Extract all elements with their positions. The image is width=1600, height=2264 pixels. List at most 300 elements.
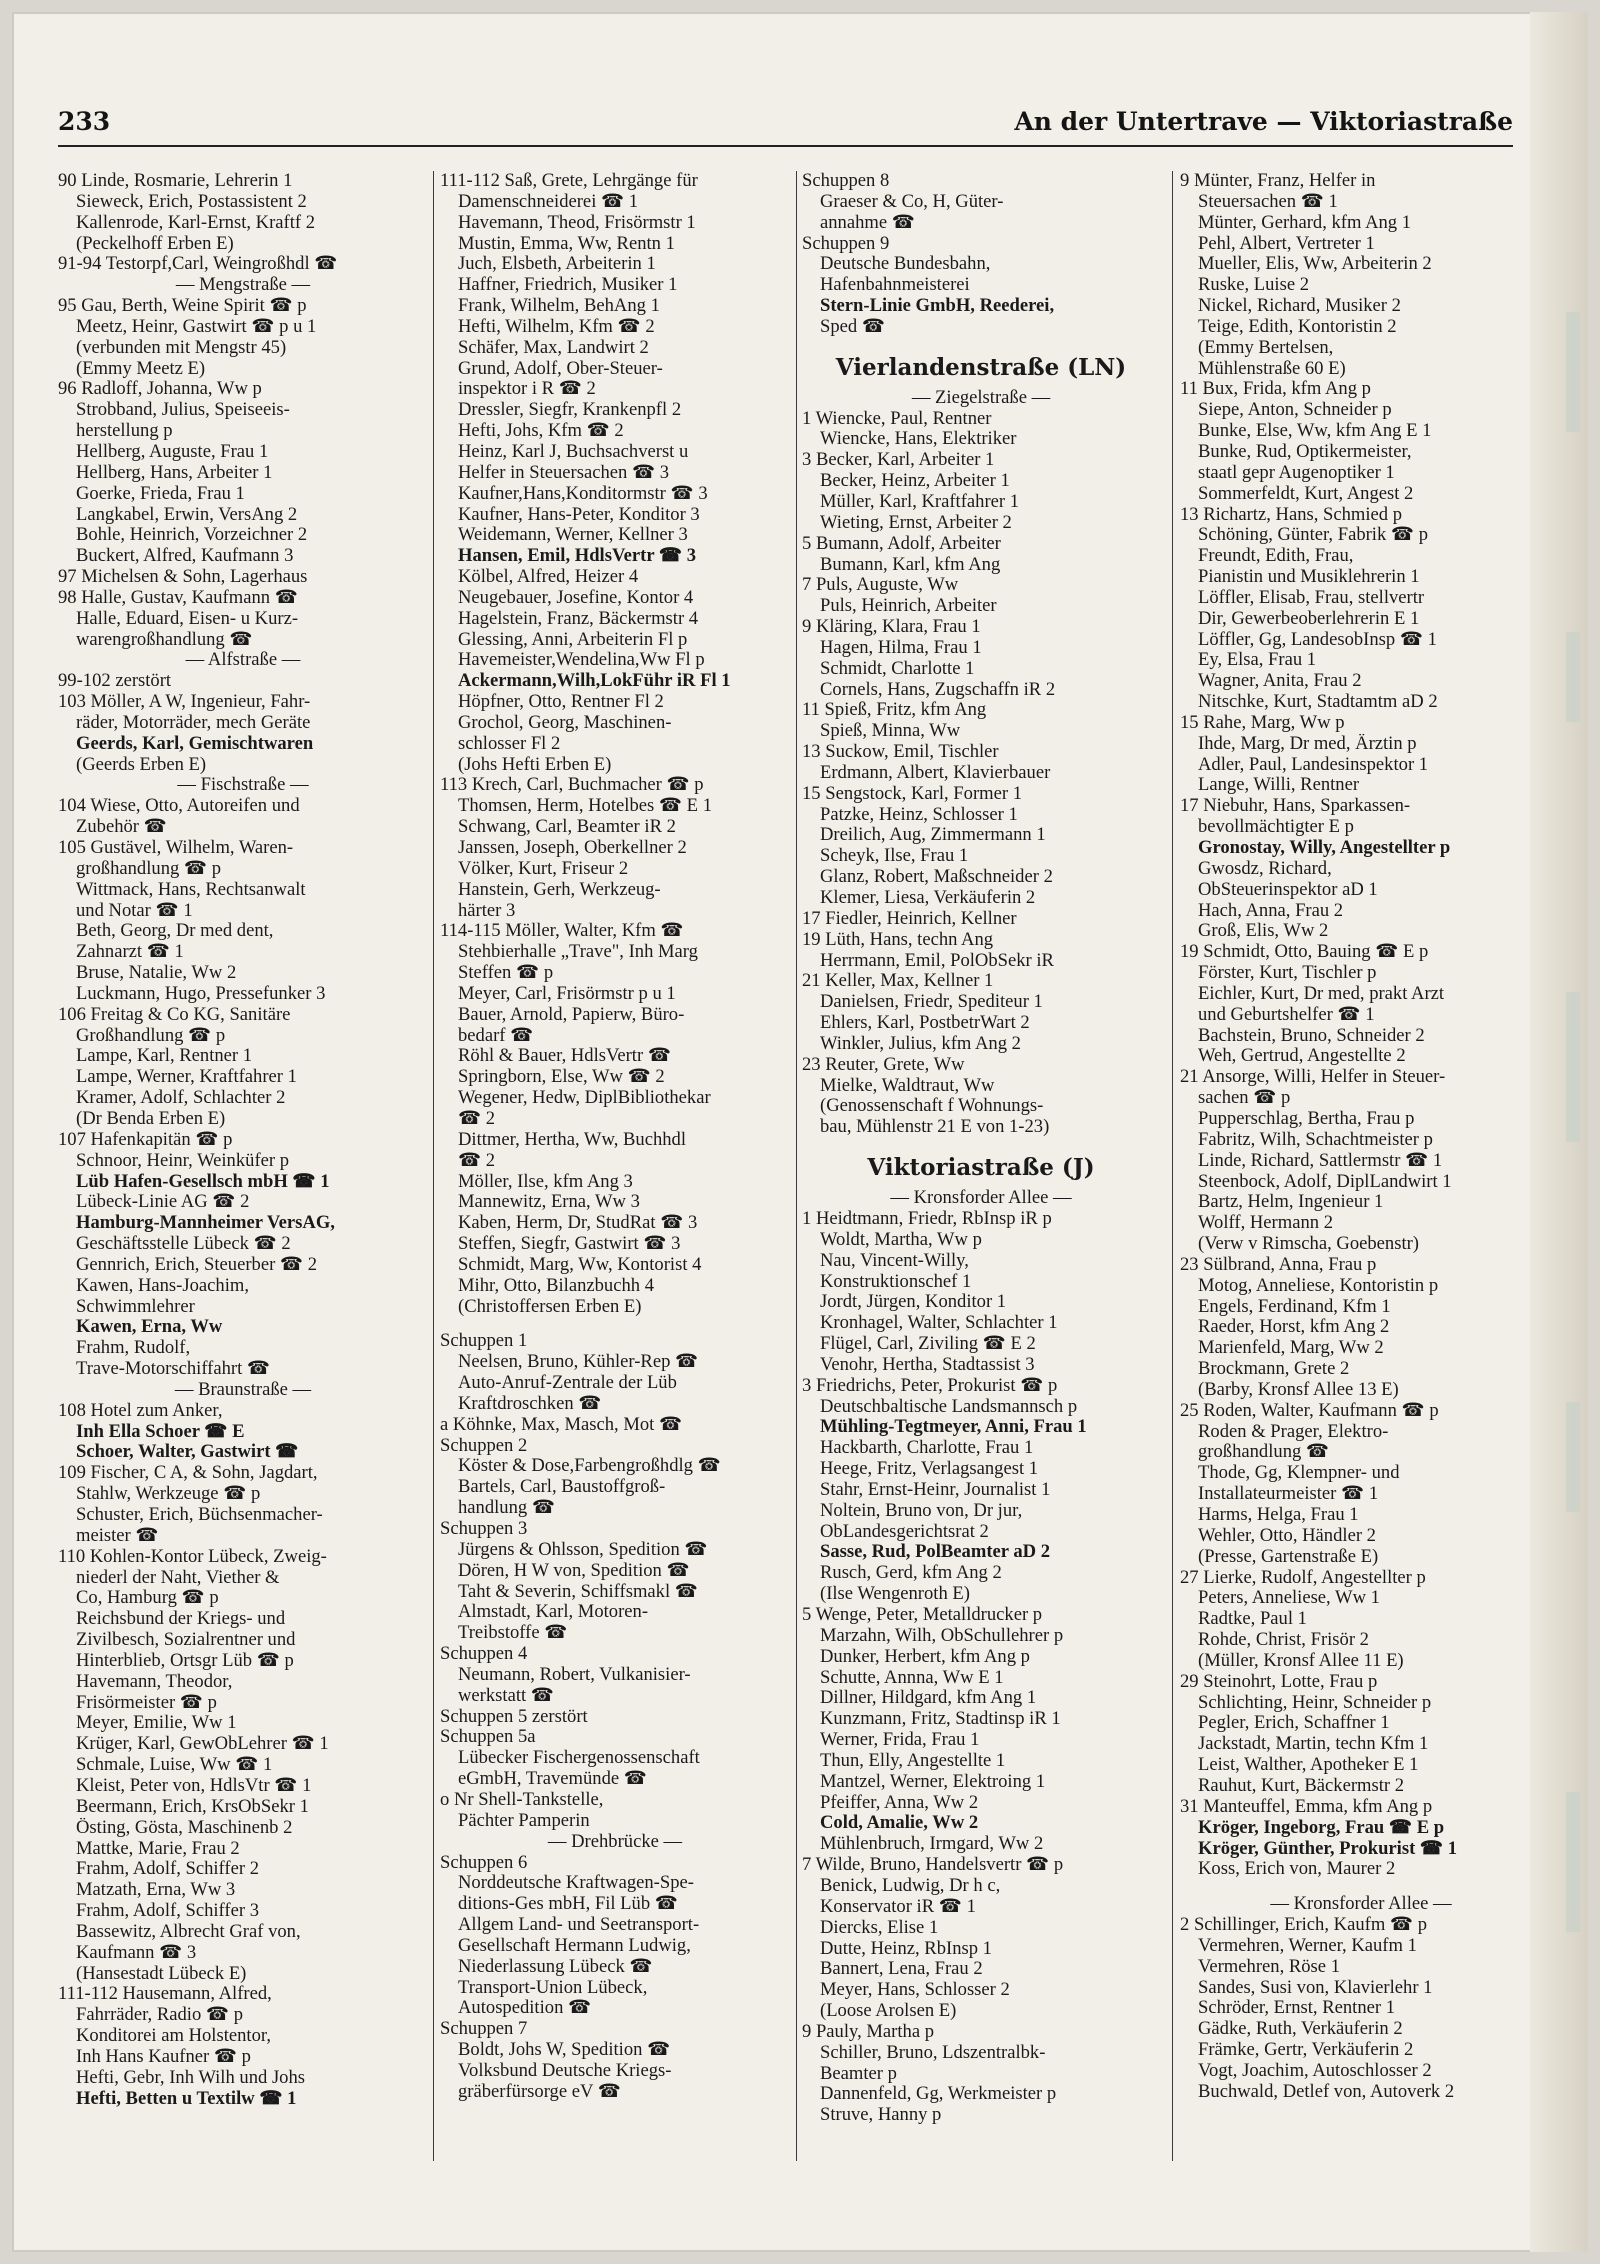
directory-entry: Weh, Gertrud, Angestellte 2 [1198,1046,1406,1067]
directory-entry: Gronostay, Willy, Angestellter p [1198,838,1451,858]
directory-entry: Hefti, Wilhelm, Kfm ☎ 2 [458,316,655,337]
directory-entry: 108 Hotel zum Anker, [58,1400,223,1421]
directory-entry: Benick, Ludwig, Dr h c, [820,1875,1001,1896]
directory-entry: (Geerds Erben E) [76,754,207,775]
directory-entry: Co, Hamburg ☎ p [76,1588,219,1609]
directory-entry: Mattke, Marie, Frau 2 [76,1838,240,1859]
directory-entry: Bunke, Rud, Optikermeister, [1198,441,1412,462]
directory-entry: (Hansestadt Lübeck E) [76,1963,247,1984]
directory-entry: Deutschbaltische Landsmannsch p [820,1396,1078,1417]
directory-entry: Freundt, Edith, Frau, [1198,546,1354,567]
directory-entry: ☎ 2 [458,1108,496,1129]
directory-entry: 110 Kohlen-Kontor Lübeck, Zweig- [58,1546,327,1567]
directory-entry: 15 Rahe, Marg, Ww p [1180,712,1345,733]
directory-entry: Schäfer, Max, Landwirt 2 [458,337,649,358]
directory-entry: Hamburg-Mannheimer VersAG, [76,1213,335,1234]
directory-entry: Kleist, Peter von, HdlsVtr ☎ 1 [76,1775,312,1796]
directory-entry: Dannenfeld, Gg, Werkmeister p [820,2084,1057,2105]
directory-entry: Dreilich, Aug, Zimmermann 1 [820,825,1046,846]
directory-entry: (Müller, Kronsf Allee 11 E) [1198,1650,1404,1671]
directory-entry: Kröger, Günther, Prokurist ☎ 1 [1198,1838,1458,1859]
directory-entry: 13 Richartz, Hans, Schmied p [1180,504,1403,525]
directory-entry: Trave-Motorschiffahrt ☎ [76,1359,271,1380]
directory-entry: Transport-Union Lübeck, [458,1977,648,1998]
directory-entry: Kaufner,Hans,Konditormstr ☎ 3 [458,483,708,504]
directory-entry: Thode, Gg, Klempner- und [1198,1463,1400,1484]
directory-entry: Eichler, Kurt, Dr med, prakt Arzt [1198,983,1445,1004]
directory-entry: Schuppen 7 [440,2019,528,2040]
directory-entry: Vermehren, Röse 1 [1198,1956,1340,1977]
directory-entry: Jordt, Jürgen, Konditor 1 [820,1292,1007,1313]
directory-entry: Schutte, Annna, Ww E 1 [820,1667,1004,1688]
directory-entry: 113 Krech, Carl, Buchmacher ☎ p [440,775,704,796]
directory-entry: Pegler, Erich, Schaffner 1 [1198,1713,1390,1734]
directory-entry: (Loose Arolsen E) [820,2001,957,2022]
directory-entry: Wieting, Ernst, Arbeiter 2 [820,512,1012,533]
directory-page [12,12,1588,2252]
directory-entry: Harms, Helga, Frau 1 [1198,1505,1359,1525]
directory-entry: Gädke, Ruth, Verkäuferin 2 [1198,2019,1403,2040]
directory-entry: Höpfner, Otto, Rentner Fl 2 [458,692,664,713]
page-header [58,107,1513,143]
directory-entry: 1 Wiencke, Paul, Rentner [802,408,992,429]
directory-entry: Mühling-Tegtmeyer, Anni, Frau 1 [820,1417,1087,1438]
directory-entry: Kawen, Hans-Joachim, [76,1275,249,1296]
directory-entry: Völker, Kurt, Friseur 2 [458,858,629,879]
directory-entry: Schuppen 9 [802,233,890,254]
directory-entry: Schuppen 5 zerstört [440,1706,588,1727]
directory-entry: Pupperschlag, Bertha, Frau p [1198,1108,1415,1129]
directory-entry: Linde, Richard, Sattlermstr ☎ 1 [1198,1150,1443,1171]
directory-entry: Mueller, Elis, Ww, Arbeiterin 2 [1198,254,1432,275]
directory-entry: (Peckelhoff Erben E) [76,233,234,254]
directory-entry: Müller, Karl, Kraftfahrer 1 [820,491,1020,512]
directory-entry: Schmidt, Marg, Ww, Kontorist 4 [458,1254,702,1275]
directory-entry: Bachstein, Bruno, Schneider 2 [1198,1025,1425,1046]
directory-column-3 [802,171,1160,2176]
directory-entry: Erdmann, Albert, Klavierbauer [820,762,1051,783]
directory-entry: Konditorei am Holstentor, [76,2026,271,2047]
directory-entry: Luckmann, Hugo, Pressefunker 3 [76,983,326,1004]
directory-entry: 27 Lierke, Rudolf, Angestellter p [1180,1567,1426,1588]
directory-entry: Mantzel, Werner, Elektroing 1 [820,1771,1046,1792]
directory-entry: Auto-Anruf-Zentrale der Lüb [458,1373,677,1394]
directory-entry: räder, Motorräder, mech Geräte [76,712,311,733]
directory-entry: 3 Friedrichs, Peter, Prokurist ☎ p [802,1375,1058,1396]
directory-entry: 95 Gau, Berth, Weine Spirit ☎ p [58,296,307,317]
directory-entry: Hefti, Betten u Textilw ☎ 1 [76,2088,297,2109]
directory-entry: Schuppen 6 [440,1852,528,1873]
directory-entry: Nitschke, Kurt, Stadtamtm aD 2 [1198,692,1438,713]
directory-entry: Winkler, Julius, kfm Ang 2 [820,1033,1021,1054]
directory-entry: Inh Hans Kaufner ☎ p [76,2046,251,2067]
directory-entry: Dillner, Hildgard, kfm Ang 1 [820,1688,1037,1709]
directory-entry: Ehlers, Karl, PostbetrWart 2 [820,1013,1030,1034]
directory-entry: Weidemann, Werner, Kellner 3 [458,525,688,546]
directory-entry: Zubehör ☎ [76,817,167,838]
directory-entry: Herrmann, Emil, PolObSekr iR [820,950,1054,971]
directory-entry: Bauer, Arnold, Papierw, Büro- [458,1004,685,1025]
directory-entry: Steenbock, Adolf, DiplLandwirt 1 [1198,1171,1452,1192]
directory-entry: Konservator iR ☎ 1 [820,1896,976,1917]
page-title: An der Untertrave — Viktoriastraße [1014,107,1513,136]
directory-entry: Damenschneiderei ☎ 1 [458,191,639,212]
directory-entry: Frahm, Adolf, Schiffer 3 [76,1901,259,1922]
directory-entry: Pehl, Albert, Vertreter 1 [1198,233,1375,254]
directory-entry: Schlichting, Heinr, Schneider p [1198,1692,1432,1713]
directory-entry: 105 Gustävel, Wilhelm, Waren- [58,838,294,858]
directory-entry: Niederlassung Lübeck ☎ [458,1956,653,1977]
directory-entry: Hackbarth, Charlotte, Frau 1 [820,1438,1034,1459]
directory-entry: (Johs Hefti Erben E) [458,754,612,775]
cross-street-label: — Fischstraße — [177,775,309,796]
directory-entry: Zahnarzt ☎ 1 [76,942,184,963]
directory-entry: 98 Halle, Gustav, Kaufmann ☎ [58,587,298,608]
directory-entry: Woldt, Martha, Ww p [820,1229,982,1250]
directory-entry: Ruske, Luise 2 [1198,275,1310,296]
column-divider [1172,171,1173,2161]
directory-entry: 3 Becker, Karl, Arbeiter 1 [802,450,995,471]
directory-entry: (Barby, Kronsf Allee 13 E) [1198,1379,1399,1400]
directory-entry: Großhandlung ☎ p [76,1025,226,1046]
directory-entry: ☎ 2 [458,1150,496,1171]
directory-entry: Östing, Gösta, Maschinenb 2 [76,1817,293,1838]
directory-entry: Grund, Adolf, Ober-Steuer- [458,358,663,379]
directory-entry: Rauhut, Kurt, Bäckermstr 2 [1198,1775,1405,1796]
directory-entry: Treibstoffe ☎ [458,1623,568,1644]
directory-entry: Strobband, Julius, Speiseeis- [76,400,290,421]
directory-entry: Dören, H W von, Spedition ☎ [458,1560,690,1581]
directory-entry: Krüger, Karl, GewObLehrer ☎ 1 [76,1734,329,1755]
directory-entry: Teige, Edith, Kontoristin 2 [1198,316,1397,337]
directory-entry: Wolff, Hermann 2 [1198,1213,1333,1234]
directory-entry: Schuster, Erich, Büchsenmacher- [76,1505,323,1525]
directory-entry: Becker, Heinz, Arbeiter 1 [820,471,1010,492]
directory-entry: Buckert, Alfred, Kaufmann 3 [76,546,294,567]
directory-entry: Schwimmlehrer [76,1296,195,1317]
directory-entry: Geschäftsstelle Lübeck ☎ 2 [76,1234,291,1255]
directory-entry: Hefti, Johs, Kfm ☎ 2 [458,421,624,442]
directory-entry: Wittmack, Hans, Rechtsanwalt [76,879,306,900]
directory-entry: Lüb Hafen-Gesellsch mbH ☎ 1 [76,1171,330,1192]
directory-entry: Klemer, Liesa, Verkäuferin 2 [820,888,1036,908]
directory-entry: Matzath, Erna, Ww 3 [76,1880,236,1901]
directory-entry: Kunzmann, Fritz, Stadtinsp iR 1 [820,1709,1061,1730]
directory-entry: Zivilbesch, Sozialrentner und [76,1630,296,1651]
directory-entry: Scheyk, Ilse, Frau 1 [820,846,969,867]
directory-entry: Köster & Dose,Farbengroßhdlg ☎ [458,1456,721,1477]
directory-entry: Beermann, Erich, KrsObSekr 1 [76,1796,309,1817]
directory-entry: Gesellschaft Hermann Ludwig, [458,1935,691,1956]
directory-entry: Bumann, Karl, kfm Ang [820,554,1001,575]
directory-entry: Havemeister,Wendelina,Ww Fl p [458,650,705,671]
directory-entry: schlosser Fl 2 [458,733,561,754]
directory-entry: 11 Spieß, Fritz, kfm Ang [802,700,987,721]
directory-entry: a Köhnke, Max, Masch, Mot ☎ [440,1414,683,1435]
directory-entry: (verbunden mit Mengstr 45) [76,337,287,358]
directory-entry: Koss, Erich von, Maurer 2 [1198,1859,1396,1880]
directory-entry: inspektor i R ☎ 2 [458,379,596,400]
directory-entry: 1 Heidtmann, Friedr, RbInsp iR p [802,1208,1052,1229]
directory-entry: Langkabel, Erwin, VersAng 2 [76,504,298,525]
directory-entry: Kölbel, Alfred, Heizer 4 [458,567,639,588]
directory-entry: herstellung p [76,421,173,442]
directory-entry: Lampe, Karl, Rentner 1 [76,1046,253,1067]
directory-column-1 [58,171,428,2176]
directory-entry: 107 Hafenkapitän ☎ p [58,1129,233,1150]
directory-entry: Fahrräder, Radio ☎ p [76,2005,243,2026]
cross-street-label: — Braunstraße — [174,1379,312,1400]
directory-entry: 17 Niebuhr, Hans, Sparkassen- [1180,796,1411,817]
directory-entry: Marienfeld, Marg, Ww 2 [1198,1338,1384,1359]
directory-entry: Hellberg, Auguste, Frau 1 [76,441,269,462]
directory-entry: (Verw v Rimscha, Goebenstr) [1198,1234,1419,1255]
directory-entry: Bannert, Lena, Frau 2 [820,1959,983,1980]
directory-entry: Struve, Hanny p [820,2105,942,2126]
directory-entry: Groß, Elis, Ww 2 [1198,921,1329,942]
directory-entry: großhandlung ☎ p [76,858,222,879]
directory-entry: Schuppen 2 [440,1435,528,1456]
directory-entry: 5 Bumann, Adolf, Arbeiter [802,533,1001,554]
directory-entry: Siepe, Anton, Schneider p [1198,400,1392,421]
directory-entry: 91-94 Testorpf,Carl, Weingroßhdl ☎ [58,254,338,275]
directory-entry: Mannewitz, Erna, Ww 3 [458,1192,640,1213]
directory-entry: Almstadt, Karl, Motoren- [458,1602,649,1623]
directory-entry: Engels, Ferdinand, Kfm 1 [1198,1296,1391,1317]
directory-entry: Raeder, Horst, kfm Ang 2 [1198,1317,1390,1338]
directory-entry: Boldt, Johs W, Spedition ☎ [458,2040,671,2061]
directory-entry: Schoer, Walter, Gastwirt ☎ [76,1442,299,1463]
directory-entry: Hansen, Emil, HdlsVertr ☎ 3 [458,546,697,567]
directory-entry: Meyer, Carl, Frisörmstr p u 1 [458,983,676,1004]
directory-entry: Förster, Kurt, Tischler p [1198,963,1377,984]
directory-entry: Steuersachen ☎ 1 [1198,191,1338,212]
directory-entry: Schnoor, Heinr, Weinküfer p [76,1150,290,1171]
directory-entry: 97 Michelsen & Sohn, Lagerhaus [58,567,308,588]
directory-entry: Hagen, Hilma, Frau 1 [820,637,982,658]
directory-entry: Stahlw, Werkzeuge ☎ p [76,1484,261,1505]
directory-entry: Janssen, Joseph, Oberkellner 2 [458,838,687,858]
directory-entry: Thomsen, Herm, Hotelbes ☎ E 1 [458,796,712,817]
directory-entry: 111-112 Saß, Grete, Lehrgänge für [440,171,698,191]
directory-entry: Kawen, Erna, Ww [76,1317,223,1338]
directory-entry: Taht & Severin, Schiffsmakl ☎ [458,1581,698,1602]
directory-entry: Glessing, Anni, Arbeiterin Fl p [458,629,688,650]
directory-entry: (Genossenschaft f Wohnungs- [820,1096,1044,1117]
directory-entry: Dir, Gewerbeoberlehrerin E 1 [1198,608,1420,629]
directory-entry: eGmbH, Travemünde ☎ [458,1769,647,1790]
directory-entry: Sieweck, Erich, Postassistent 2 [76,191,307,212]
directory-entry: Norddeutsche Kraftwagen-Spe- [458,1873,694,1894]
directory-entry: Kronhagel, Walter, Schlachter 1 [820,1313,1058,1334]
directory-entry: Haffner, Friedrich, Musiker 1 [458,275,678,296]
directory-entry: Schwang, Carl, Beamter iR 2 [458,817,676,838]
header-rule [58,145,1513,147]
directory-entry: Spieß, Minna, Ww [820,721,961,742]
directory-entry: sachen ☎ p [1198,1088,1291,1109]
directory-entry: Hefti, Gebr, Inh Wilh und Johs [76,2067,306,2088]
directory-entry: Främke, Gertr, Verkäuferin 2 [1198,2040,1414,2061]
directory-entry: Stern-Linie GmbH, Reederei, [820,296,1055,317]
directory-entry: bau, Mühlenstr 21 E von 1-23) [820,1117,1050,1138]
directory-entry: Ihde, Marg, Dr med, Ärztin p [1198,733,1417,754]
directory-entry: 111-112 Hausemann, Alfred, [58,1984,272,2005]
directory-entry: Kramer, Adolf, Schlachter 2 [76,1088,286,1109]
directory-entry: Volksbund Deutsche Kriegs- [458,2060,672,2081]
directory-entry: Danielsen, Friedr, Spediteur 1 [820,992,1043,1013]
directory-entry: werkstatt ☎ [458,1685,554,1706]
directory-entry: Kallenrode, Karl-Ernst, Kraftf 2 [76,212,316,233]
directory-entry: Röhl & Bauer, HdlsVertr ☎ [458,1046,671,1067]
directory-entry: 5 Wenge, Peter, Metalldrucker p [802,1605,1043,1625]
directory-column-2 [440,171,790,2176]
directory-entry: Schuppen 5a [440,1727,536,1748]
directory-entry: Graeser & Co, H, Güter- [820,191,1004,212]
directory-entry: Neelsen, Bruno, Kühler-Rep ☎ [458,1352,699,1373]
directory-entry: großhandlung ☎ [1198,1442,1330,1463]
directory-entry: Pianistin und Musiklehrerin 1 [1198,567,1420,588]
directory-entry: Mühlenbruch, Irmgard, Ww 2 [820,1834,1044,1855]
directory-entry: 23 Sülbrand, Anna, Frau p [1180,1254,1377,1275]
directory-entry: Sped ☎ [820,316,885,337]
directory-entry: Hafenbahnmeisterei [820,275,970,296]
directory-entry: Motog, Anneliese, Kontoristin p [1198,1275,1439,1296]
directory-entry: Meyer, Hans, Schlosser 2 [820,1980,1010,2001]
column-divider [433,171,434,2161]
directory-entry: Schmidt, Charlotte 1 [820,658,975,679]
directory-entry: Wiencke, Hans, Elektriker [820,429,1017,450]
directory-entry: Schuppen 4 [440,1644,528,1665]
directory-entry: Bartels, Carl, Baustoffgroß- [458,1477,666,1498]
directory-entry: Schröder, Ernst, Rentner 1 [1198,1998,1396,2019]
directory-entry: Hellberg, Hans, Arbeiter 1 [76,462,273,483]
directory-entry: Glanz, Robert, Maßschneider 2 [820,867,1053,888]
directory-entry: Wegener, Hedw, DiplBibliothekar [458,1088,711,1109]
directory-entry: Meyer, Emilie, Ww 1 [76,1713,237,1734]
directory-entry: bedarf ☎ [458,1025,534,1046]
directory-entry: Steffen ☎ p [458,963,554,984]
directory-entry: Schuppen 3 [440,1519,528,1539]
directory-entry: Dressler, Siegfr, Krankenpfl 2 [458,400,682,421]
directory-entry: Stahr, Ernst-Heinr, Journalist 1 [820,1479,1051,1500]
directory-entry: Kaufner, Hans-Peter, Konditor 3 [458,504,700,525]
directory-entry: Deutsche Bundesbahn, [820,254,991,275]
directory-entry: Nickel, Richard, Musiker 2 [1198,296,1401,317]
directory-entry: o Nr Shell-Tankstelle, [440,1789,604,1810]
directory-entry: Fabritz, Wilh, Schachtmeister p [1198,1129,1433,1150]
directory-entry: Puls, Heinrich, Arbeiter [820,596,997,617]
directory-entry: Hinterblieb, Ortsgr Lüb ☎ p [76,1650,294,1671]
directory-entry: Bartz, Helm, Ingenieur 1 [1198,1192,1384,1213]
directory-entry: Bruse, Natalie, Ww 2 [76,963,237,984]
directory-entry: ditions-Ges mbH, Fil Lüb ☎ [458,1894,678,1915]
street-heading: Viktoriastraße (J) [867,1154,1095,1182]
directory-entry: Gennrich, Erich, Steuerber ☎ 2 [76,1254,318,1275]
cross-street-label: — Mengstraße — [175,275,311,296]
directory-entry: Geerds, Karl, Gemischtwaren [76,733,314,754]
directory-entry: 90 Linde, Rosmarie, Lehrerin 1 [58,171,293,191]
street-heading: Vierlandenstraße (LN) [835,353,1127,381]
directory-entry: 109 Fischer, C A, & Sohn, Jagdart, [58,1463,318,1484]
directory-entry: Allgem Land- und Seetransport- [458,1915,700,1936]
directory-entry: Venohr, Hertha, Stadtassist 3 [820,1354,1035,1375]
directory-entry: (Emmy Bertelsen, [1198,337,1334,358]
directory-entry: Grochol, Georg, Maschinen- [458,712,672,733]
directory-entry: Möller, Ilse, kfm Ang 3 [458,1171,633,1192]
directory-entry: Springborn, Else, Ww ☎ 2 [458,1067,665,1088]
directory-entry: Kaben, Herm, Dr, StudRat ☎ 3 [458,1213,698,1234]
directory-entry: 11 Bux, Frida, kfm Ang p [1180,379,1371,400]
directory-entry: bevollmächtigter E p [1198,817,1354,838]
directory-entry: (Dr Benda Erben E) [76,1108,226,1129]
directory-entry: Münter, Gerhard, kfm Ang 1 [1198,212,1412,233]
directory-entry: staatl gepr Augenoptiker 1 [1198,462,1395,483]
directory-entry: handlung ☎ [458,1498,556,1519]
directory-entry: 21 Ansorge, Willi, Helfer in Steuer- [1180,1067,1446,1088]
directory-entry: Vogt, Joachim, Autoschlosser 2 [1198,2060,1432,2081]
directory-entry: Peters, Anneliese, Ww 1 [1198,1588,1380,1609]
directory-entry: Radtke, Paul 1 [1198,1609,1307,1630]
directory-entry: 21 Keller, Max, Kellner 1 [802,971,994,992]
directory-entry: Wehler, Otto, Händler 2 [1198,1525,1376,1546]
directory-entry: Diercks, Elise 1 [820,1917,939,1938]
directory-entry: Kaufmann ☎ 3 [76,1942,197,1963]
directory-entry: Helfer in Steuersachen ☎ 3 [458,462,670,483]
column-divider [796,171,797,2161]
directory-entry: Mihr, Otto, Bilanzbuchh 4 [458,1275,655,1296]
directory-entry: 19 Lüth, Hans, techn Ang [802,929,994,950]
directory-entry: Frahm, Rudolf, [76,1338,191,1359]
directory-entry: Leist, Walther, Apotheker E 1 [1198,1755,1419,1776]
directory-entry: 23 Reuter, Grete, Ww [802,1054,965,1075]
directory-entry: Frisörmeister ☎ p [76,1692,217,1713]
directory-entry: Löffler, Elisab, Frau, stellvertr [1198,587,1425,608]
directory-entry: 96 Radloff, Johanna, Ww p [58,379,262,400]
directory-entry: ObLandesgerichtsrat 2 [820,1521,989,1542]
directory-entry: Hagelstein, Franz, Bäckermstr 4 [458,608,699,629]
directory-entry: Dittmer, Hertha, Ww, Buchhdl [458,1129,687,1150]
directory-entry: Cornels, Hans, Zugschaffn iR 2 [820,679,1056,700]
cross-street-label: — Alfstraße — [185,650,301,671]
directory-entry: Goerke, Frieda, Frau 1 [76,483,245,504]
spacer [440,1317,790,1331]
directory-entry: Steffen, Siegfr, Gastwirt ☎ 3 [458,1234,681,1255]
directory-entry: Frank, Wilhelm, BehAng 1 [458,296,660,317]
directory-entry: Cold, Amalie, Ww 2 [820,1813,979,1834]
directory-entry: Havemann, Theod, Frisörmstr 1 [458,212,696,233]
directory-entry: Buchwald, Detlef von, Autoverk 2 [1198,2081,1455,2102]
directory-entry: Hach, Anna, Frau 2 [1198,900,1344,921]
directory-entry: Installateurmeister ☎ 1 [1198,1484,1379,1505]
directory-entry: 103 Möller, A W, Ingenieur, Fahr- [58,692,311,713]
directory-entry: Ackermann,Wilh,LokFühr iR Fl 1 [458,671,731,692]
directory-entry: Havemann, Theodor, [76,1671,233,1692]
directory-entry: 9 Pauly, Martha p [802,2021,935,2042]
cross-street-label: — Kronsforder Allee — [1270,1894,1452,1915]
directory-entry: 106 Freitag & Co KG, Sanitäre [58,1004,291,1025]
directory-entry: Nau, Vincent-Willy, [820,1250,969,1271]
directory-entry: 7 Puls, Auguste, Ww [802,575,959,596]
directory-entry: Roden & Prager, Elektro- [1198,1421,1389,1442]
directory-entry: Schöning, Günter, Fabrik ☎ p [1198,525,1429,546]
directory-entry: 29 Steinohrt, Lotte, Frau p [1180,1671,1378,1692]
directory-entry: gräberfürsorge eV ☎ [458,2081,621,2102]
directory-entry: Lampe, Werner, Kraftfahrer 1 [76,1067,297,1088]
directory-entry: Bohle, Heinrich, Vorzeichner 2 [76,525,308,546]
directory-entry: Schuppen 1 [440,1331,528,1352]
directory-entry: warengroßhandlung ☎ [76,629,253,650]
directory-entry: Sasse, Rud, PolBeamter aD 2 [820,1542,1051,1563]
